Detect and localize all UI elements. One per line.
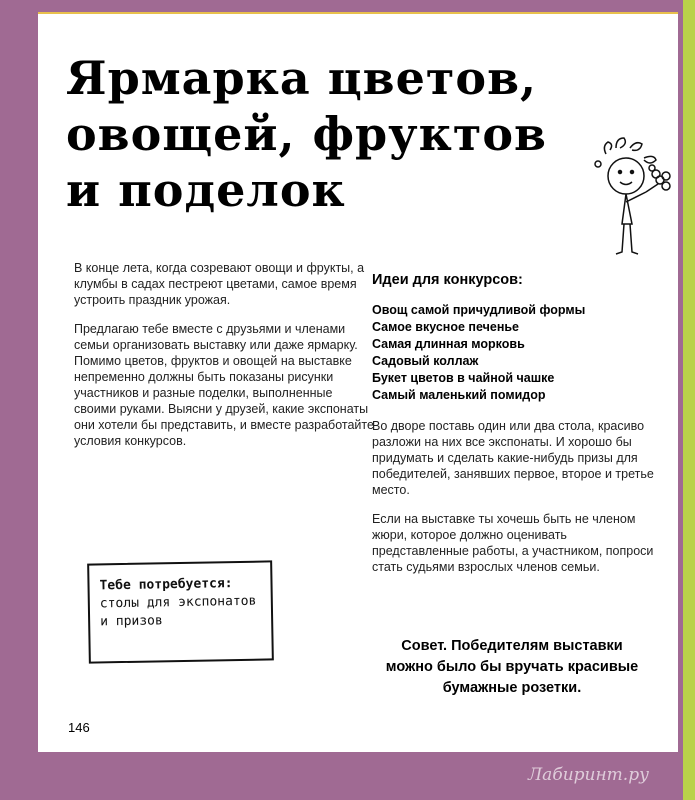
- contests-list: [372, 302, 657, 404]
- suggestion-paragraph: Предлагаю тебе вместе с друзьями и членами семьи организовать выставку или даже ярмарку. Помимо цветов, фруктов и овощей на выставке непременно должны быть показаны рисунки участников и разные поделки, выполненные своими руками. Выясни у друзей, какие экспонаты они хотели бы представить, и вместе разработайте условия конкурсов.: [74, 322, 374, 448]
- list-item: Овощ самой причудливой формы: [372, 303, 586, 317]
- watermark-logo: Лабиринт.ру: [528, 765, 649, 785]
- list-item: Самый маленький помидор: [372, 388, 546, 402]
- intro-paragraph: В конце лета, когда созревают овощи и фрукты, а клумбы в садах пестреют цветами, самое время устроить праздник урожая.: [74, 261, 365, 307]
- materials-text: столы для экспонатов и призов: [99, 593, 257, 630]
- tip-text: Совет. Победителям выставки можно было бы вручать красивые бумажные розетки.: [385, 638, 639, 696]
- materials-box: [87, 560, 274, 663]
- list-item: Букет цветов в чайной чашке: [372, 371, 555, 385]
- list-item: Самое вкусное печенье: [372, 320, 520, 334]
- title-line-1: Ярмарка цветов,: [66, 51, 538, 105]
- side-strip: [683, 0, 695, 800]
- list-item: Самая длинная морковь: [372, 337, 525, 351]
- page-number: 146: [68, 720, 90, 735]
- girl-with-flower-illustration: [586, 134, 676, 264]
- materials-title: Тебе потребуется:: [99, 576, 233, 594]
- right-column: [372, 272, 657, 588]
- jury-paragraph: Если на выставке ты хочешь быть не членом жюри, которое должно оценивать представленные работы, а участником, попроси стать судьями взрослых членов семьи.: [372, 512, 654, 574]
- title-line-3: и поделок: [66, 163, 346, 217]
- page-title: [66, 50, 586, 218]
- title-line-2: овощей, фруктов: [66, 107, 547, 161]
- contests-heading: Идеи для конкурсов:: [372, 272, 523, 288]
- book-page: [38, 12, 678, 752]
- list-item: Садовый коллаж: [372, 354, 479, 368]
- left-column: [74, 260, 374, 462]
- tables-paragraph: Во дворе поставь один или два стола, красиво разложи на них все экспонаты. И хорошо бы придумать и сделать какие-нибудь призы для победителей, занявших первое, второе и третье место.: [372, 419, 654, 497]
